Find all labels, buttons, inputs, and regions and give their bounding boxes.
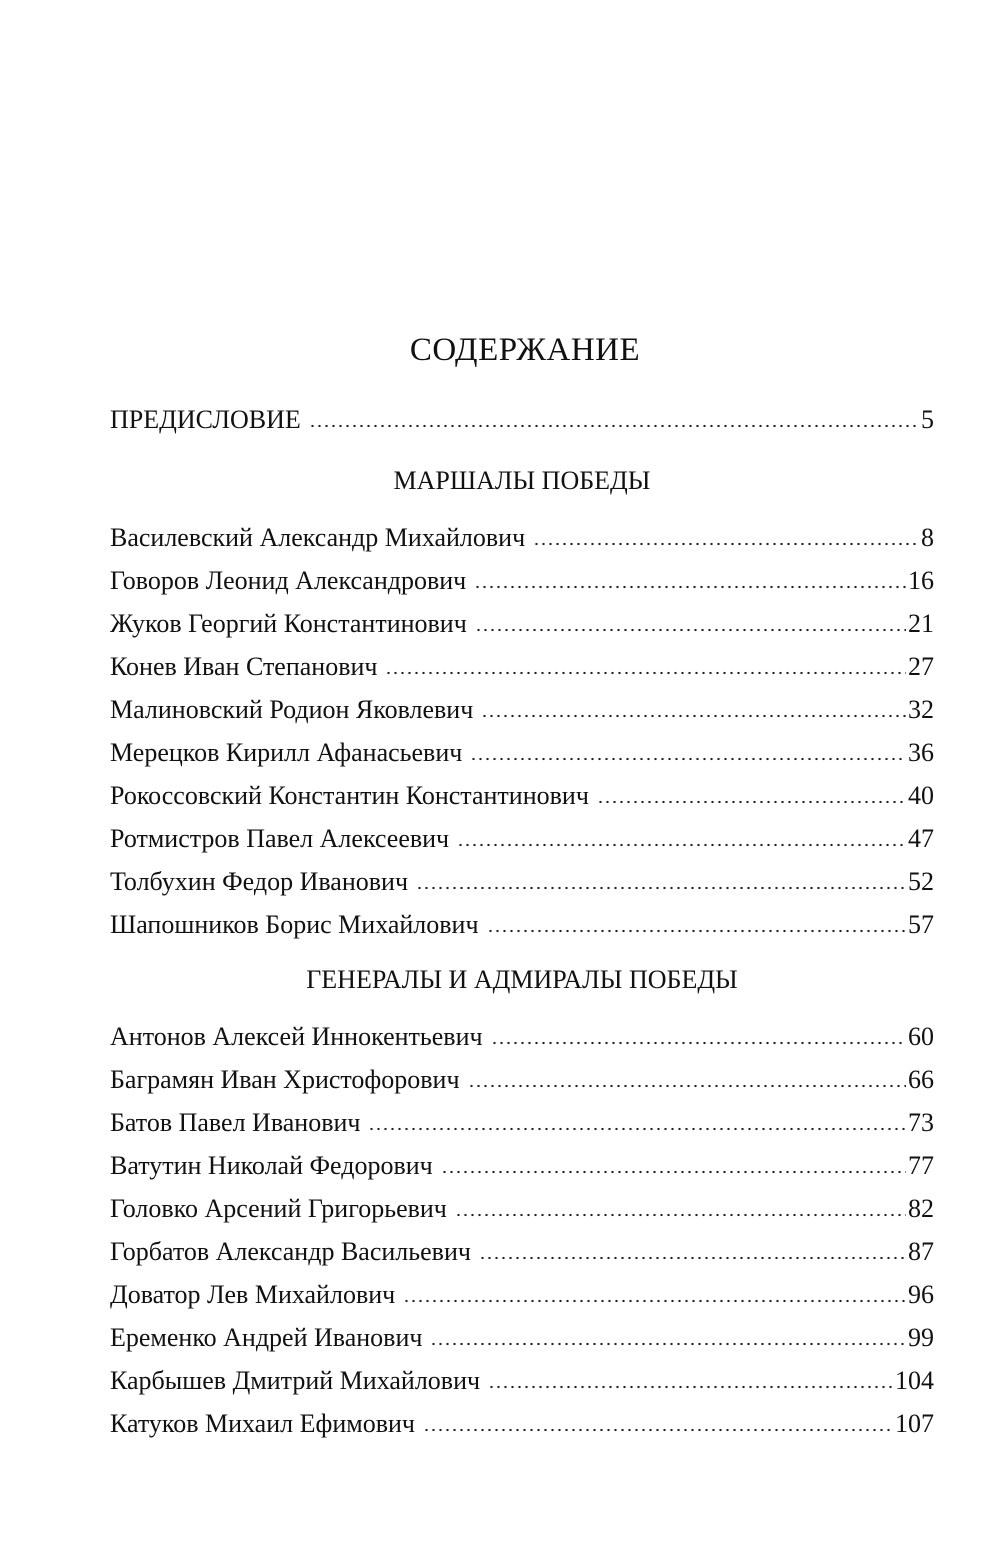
toc-entry-page: 40: [908, 781, 934, 810]
toc-entry-label: Баграмян Иван Христофорович: [110, 1065, 460, 1094]
toc-entry-page: 73: [908, 1108, 934, 1137]
dot-leader: [487, 912, 906, 934]
dot-leader: [468, 1067, 906, 1089]
dot-leader: [368, 1110, 906, 1132]
toc-entry-page: 66: [908, 1065, 934, 1094]
toc-entry[interactable]: [110, 862, 934, 898]
toc-entry[interactable]: [110, 647, 934, 683]
toc-entry[interactable]: [110, 1232, 934, 1268]
toc-entry[interactable]: [110, 1060, 934, 1096]
toc-entry-label: Толбухин Федор Иванович: [110, 867, 409, 896]
toc-entry[interactable]: [110, 1146, 934, 1182]
dot-leader: [475, 611, 906, 633]
toc-entry-label: Головко Арсений Григорьевич: [110, 1194, 447, 1223]
toc-page: [110, 0, 934, 1544]
toc-entry[interactable]: [110, 1404, 934, 1440]
toc-entry[interactable]: [110, 1318, 934, 1354]
toc-entry-label: Горбатов Александр Васильевич: [110, 1237, 471, 1266]
dot-leader: [533, 525, 919, 547]
toc-entry-page: 104: [895, 1366, 934, 1395]
toc-entry-label: Ротмистров Павел Алексеевич: [110, 824, 450, 853]
toc-entry-page: 99: [908, 1323, 934, 1352]
toc-entry-page: 60: [908, 1022, 934, 1051]
toc-entry-page: 77: [908, 1151, 934, 1180]
toc-entry-label: Конев Иван Степанович: [110, 652, 378, 681]
toc-entry[interactable]: [110, 1361, 934, 1397]
toc-entry-page: 96: [908, 1280, 934, 1309]
dot-leader: [309, 407, 919, 429]
toc-entry-label: Малиновский Родион Яковлевич: [110, 695, 474, 724]
toc-entry-page: 8: [921, 523, 934, 552]
toc-entry-page: 47: [908, 824, 934, 853]
toc-entry-page: 57: [908, 910, 934, 939]
toc-entry[interactable]: [110, 819, 934, 855]
toc-entry[interactable]: [110, 776, 934, 812]
toc-entry-label: Батов Павел Иванович: [110, 1108, 361, 1137]
toc-entry[interactable]: [110, 733, 934, 769]
toc-entry-preface[interactable]: [110, 400, 934, 436]
dot-leader: [403, 1282, 906, 1304]
dot-leader: [423, 1411, 893, 1433]
dot-leader: [385, 654, 906, 676]
toc-entry[interactable]: [110, 905, 934, 941]
page-title: СОДЕРЖАНИЕ: [409, 332, 641, 368]
toc-entry-page: 36: [908, 738, 934, 767]
toc-entry-label: Рокоссовский Константин Константинович: [110, 781, 589, 810]
toc-entry[interactable]: [110, 1103, 934, 1139]
toc-entry-label: Катуков Михаил Ефимович: [110, 1409, 415, 1438]
dot-leader: [488, 1368, 893, 1390]
section-heading-marshals: МАРШАЛЫ ПОБЕДЫ: [393, 466, 651, 495]
toc-entry-label: Доватор Лев Михайлович: [110, 1280, 396, 1309]
dot-leader: [474, 568, 906, 590]
toc-entry[interactable]: [110, 1275, 934, 1311]
toc-entry-label: Еременко Андрей Иванович: [110, 1323, 423, 1352]
toc-entry-label: ПРЕДИСЛОВИЕ: [110, 405, 301, 434]
toc-entry[interactable]: [110, 604, 934, 640]
dot-leader: [430, 1325, 906, 1347]
dot-leader: [416, 869, 906, 891]
toc-entry-label: Карбышев Дмитрий Михайлович: [110, 1366, 481, 1395]
toc-entry[interactable]: [110, 690, 934, 726]
toc-entry-label: Ватутин Николай Федорович: [110, 1151, 433, 1180]
toc-entry[interactable]: [110, 1017, 934, 1053]
toc-entry[interactable]: [110, 561, 934, 597]
dot-leader: [455, 1196, 906, 1218]
toc-entry-label: Говоров Леонид Александрович: [110, 566, 467, 595]
toc-entry-label: Шапошников Борис Михайлович: [110, 910, 479, 939]
toc-entry[interactable]: [110, 518, 934, 554]
dot-leader: [457, 826, 906, 848]
dot-leader: [441, 1153, 906, 1175]
toc-entry-page: 32: [908, 695, 934, 724]
toc-entry-page: 52: [908, 867, 934, 896]
toc-entry[interactable]: [110, 1189, 934, 1225]
toc-entry-page: 27: [908, 652, 934, 681]
toc-entry-label: Мерецков Кирилл Афанасьевич: [110, 738, 463, 767]
section-heading-generals: ГЕНЕРАЛЫ И АДМИРАЛЫ ПОБЕДЫ: [306, 965, 738, 994]
dot-leader: [597, 783, 906, 805]
dot-leader: [481, 697, 906, 719]
toc-entry-page: 82: [908, 1194, 934, 1223]
toc-entry-page: 87: [908, 1237, 934, 1266]
toc-entry-page: 5: [921, 405, 934, 434]
toc-entry-page: 21: [908, 609, 934, 638]
dot-leader: [479, 1239, 906, 1261]
dot-leader: [470, 740, 906, 762]
toc-entry-label: Антонов Алексей Иннокентьевич: [110, 1022, 483, 1051]
dot-leader: [491, 1024, 906, 1046]
toc-entry-page: 107: [895, 1409, 934, 1438]
toc-entry-page: 16: [908, 566, 934, 595]
toc-entry-label: Жуков Георгий Константинович: [110, 609, 467, 638]
toc-entry-label: Василевский Александр Михайлович: [110, 523, 526, 552]
